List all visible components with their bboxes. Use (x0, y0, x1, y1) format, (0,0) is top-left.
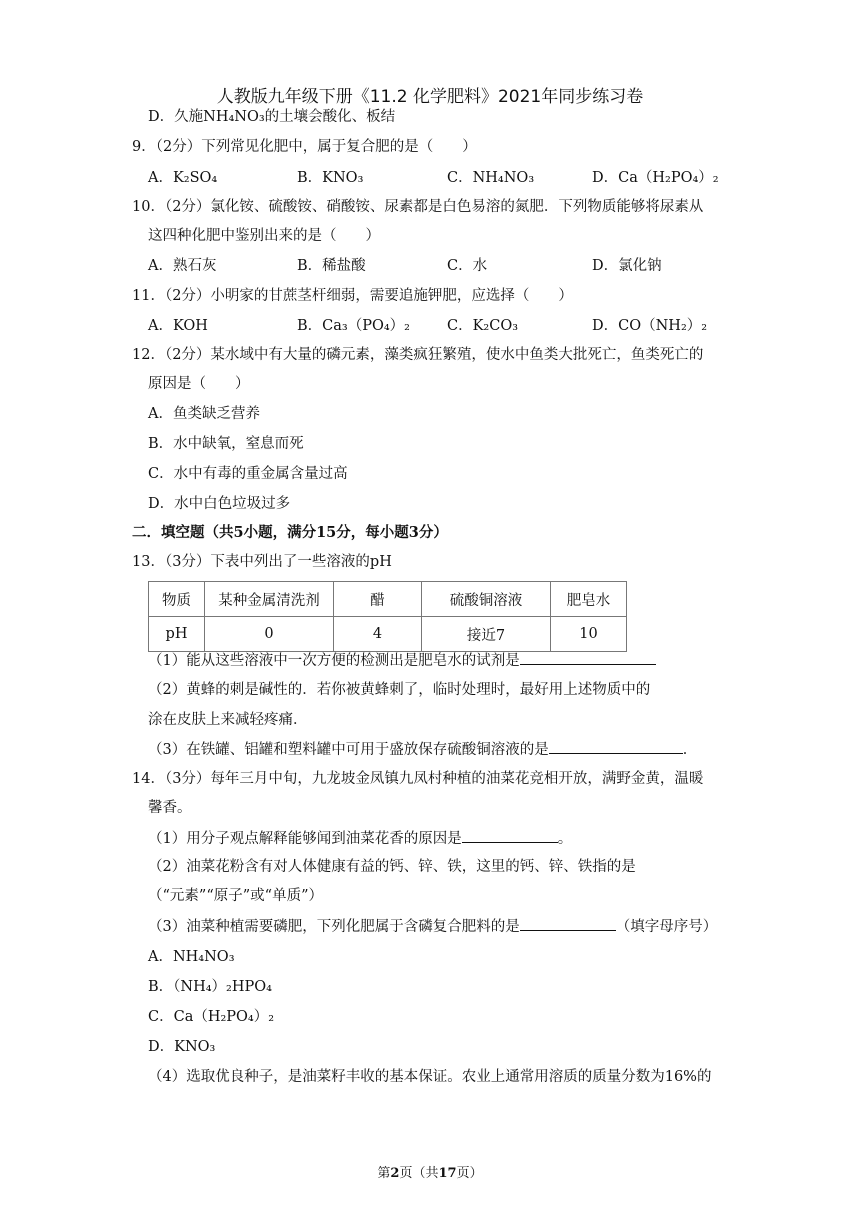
q10-stem-line2: 这四种化肥中鉴别出来的是（ ） (148, 228, 380, 244)
q10-option-a: A．熟石灰 (148, 258, 217, 274)
q12-option-d: D．水中白色垃圾过多 (148, 496, 291, 512)
q9-option-a: A．K₂SO₄ (148, 170, 218, 186)
q12-stem-line1: 12．（2分）某水域中有大量的磷元素，藻类疯狂繁殖，使水中鱼类大批死亡，鱼类死亡的 (132, 347, 704, 363)
page-title: 人教版九年级下册《11.2 化学肥料》2021年同步练习卷 (216, 87, 644, 107)
table-cell: 肥皂水 (551, 582, 627, 617)
q11-stem: 11．（2分）小明家的甘蔗茎杆细弱，需要追施钾肥，应选择（ ） (132, 288, 573, 304)
q13-stem: 13．（3分）下表中列出了一些溶液的pH (132, 554, 392, 570)
q12-option-b: B．水中缺氧，窒息而死 (148, 436, 304, 452)
table-cell: 物质 (149, 582, 205, 617)
q13-sub2-line1: （2）黄蜂的刺是碱性的．若你被黄蜂刺了，临时处理时，最好用上述物质中的 (148, 682, 651, 698)
q10-option-d: D．氯化钠 (592, 258, 662, 274)
total-pages: 17 (438, 1166, 457, 1181)
q14-option-d: D．KNO₃ (148, 1039, 216, 1055)
table-cell: 硫酸铜溶液 (422, 582, 551, 617)
answer-blank[interactable] (520, 650, 656, 665)
q10-option-c: C．水 (447, 258, 488, 274)
table-cell: 10 (551, 617, 627, 652)
q11-option-a: A．KOH (148, 318, 208, 334)
section-heading: 二．填空题（共5小题，满分15分，每小题3分） (132, 524, 448, 541)
q14-sub1: （1）用分子观点解释能够闻到油菜花香的原因是 。 (148, 828, 572, 849)
q9-option-d: D．Ca（H₂PO₄）₂ (592, 170, 719, 186)
q10-option-b: B．稀盐酸 (297, 258, 366, 274)
q11-option-d: D．CO（NH₂）₂ (592, 318, 708, 334)
q13-sub3: （3）在铁罐、铝罐和塑料罐中可用于盛放保存硫酸铜溶液的是 ． (148, 739, 697, 760)
q9-option-b: B．KNO₃ (297, 170, 364, 186)
answer-blank[interactable] (462, 828, 558, 843)
q14-sub3: （3）油菜种植需要磷肥，下列化肥属于含磷复合肥料的是 （填字母序号） (148, 916, 717, 937)
q14-sub4: （4）选取优良种子，是油菜籽丰收的基本保证。农业上通常用溶质的质量分数为16%的 (148, 1069, 712, 1085)
table-cell: 4 (334, 617, 422, 652)
q11-option-c: C．K₂CO₃ (447, 318, 519, 334)
q14-sub2-line2: （“元素”“原子”或“单质”） (148, 888, 323, 904)
q14-sub2-line1: （2）油菜花粉含有对人体健康有益的钙、锌、铁，这里的钙、锌、铁指的是 (148, 859, 636, 875)
q8-option-d: D．久施NH₄NO₃的土壤会酸化、板结 (148, 109, 396, 125)
q14-stem-line1: 14．（3分）每年三月中旬，九龙坡金凤镇九凤村种植的油菜花竞相开放，满野金黄，温暖 (132, 771, 704, 787)
q12-option-c: C．水中有毒的重金属含量过高 (148, 466, 348, 482)
q13-sub2-line2: 涂在皮肤上来减轻疼痛． (148, 712, 308, 728)
table-cell: 接近7 (422, 617, 551, 652)
q11-option-b: B．Ca₃（PO₄）₂ (297, 318, 410, 334)
q14-stem-line2: 馨香。 (148, 800, 192, 816)
table-cell: 醋 (334, 582, 422, 617)
ph-table (148, 581, 627, 652)
page-number: 2 (390, 1166, 400, 1181)
q12-option-a: A．鱼类缺乏营养 (148, 406, 260, 422)
table-row (149, 582, 627, 617)
table-cell: 某种金属清洗剂 (205, 582, 334, 617)
answer-blank[interactable] (549, 739, 683, 754)
table-cell: 0 (205, 617, 334, 652)
table-row (149, 617, 627, 652)
q14-option-c: C．Ca（H₂PO₄）₂ (148, 1009, 275, 1025)
q10-stem-line1: 10．（2分）氯化铵、硫酸铵、硝酸铵、尿素都是白色易溶的氮肥．下列物质能够将尿素从 (132, 199, 704, 215)
q14-option-a: A．NH₄NO₃ (148, 949, 235, 965)
q14-option-b: B．（NH₄）₂HPO₄ (148, 979, 272, 995)
q13-sub1: （1）能从这些溶液中一次方便的检测出是肥皂水的试剂是 (148, 650, 656, 671)
q9-option-c: C．NH₄NO₃ (447, 170, 535, 186)
q9-stem: 9．（2分）下列常见化肥中，属于复合肥的是（ ） (132, 139, 477, 155)
q12-stem-line2: 原因是（ ） (148, 376, 250, 392)
page-footer: 第2页（共17页） (377, 1166, 483, 1181)
table-cell: pH (149, 617, 205, 652)
answer-blank[interactable] (520, 916, 616, 931)
